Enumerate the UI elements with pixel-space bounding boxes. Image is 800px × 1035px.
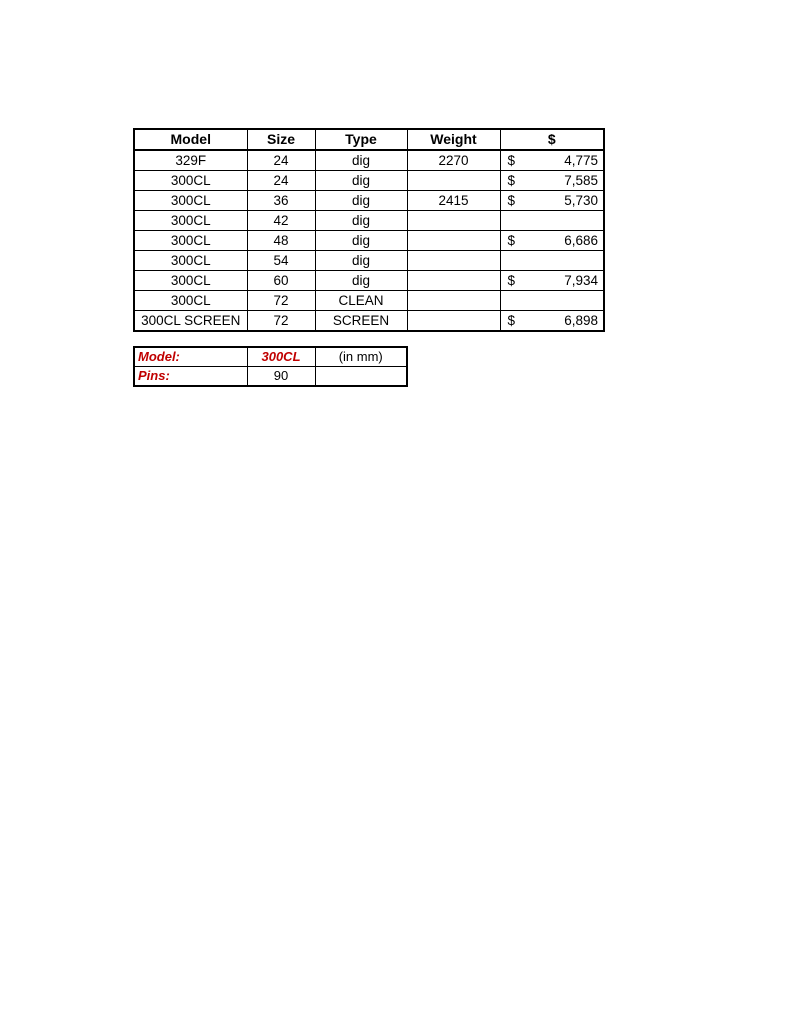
header-weight: Weight	[407, 129, 500, 150]
model-cell: 300CL	[134, 171, 247, 191]
type-cell: SCREEN	[315, 311, 407, 332]
size-cell: 24	[247, 171, 315, 191]
price-cell	[500, 311, 604, 332]
header-model: Model	[134, 129, 247, 150]
type-cell: dig	[315, 171, 407, 191]
pins-row	[134, 367, 407, 387]
price-amount: 7,585	[564, 173, 598, 188]
empty-cell	[315, 367, 407, 387]
model-value: 300CL	[247, 347, 315, 367]
currency-symbol: $	[507, 193, 516, 208]
type-cell: dig	[315, 251, 407, 271]
weight-cell	[407, 171, 500, 191]
header-type: Type	[315, 129, 407, 150]
model-row	[134, 347, 407, 367]
size-cell: 54	[247, 251, 315, 271]
model-cell: 300CL	[134, 271, 247, 291]
header-price: $	[500, 129, 604, 150]
table-row	[134, 251, 604, 271]
pins-label: Pins:	[134, 367, 247, 387]
weight-cell: 2270	[407, 150, 500, 171]
price-cell	[500, 191, 604, 211]
weight-cell	[407, 211, 500, 231]
model-cell: 300CL	[134, 191, 247, 211]
size-cell: 36	[247, 191, 315, 211]
model-cell: 300CL	[134, 211, 247, 231]
type-cell: dig	[315, 191, 407, 211]
size-cell: 24	[247, 150, 315, 171]
model-cell: 329F	[134, 150, 247, 171]
table-row	[134, 191, 604, 211]
price-table	[133, 128, 605, 332]
price-amount: 6,686	[564, 233, 598, 248]
price-amount: 6,898	[564, 313, 598, 328]
currency-symbol: $	[507, 233, 516, 248]
currency-symbol: $	[507, 313, 516, 328]
table-row	[134, 311, 604, 332]
table-row	[134, 271, 604, 291]
type-cell: dig	[315, 211, 407, 231]
price-cell	[500, 211, 604, 231]
model-cell: 300CL	[134, 291, 247, 311]
weight-cell	[407, 251, 500, 271]
header-row	[134, 129, 604, 150]
price-amount: 7,934	[564, 273, 598, 288]
type-cell: dig	[315, 271, 407, 291]
size-cell: 48	[247, 231, 315, 251]
table-row	[134, 291, 604, 311]
size-cell: 42	[247, 211, 315, 231]
weight-cell	[407, 231, 500, 251]
price-cell	[500, 251, 604, 271]
price-cell	[500, 271, 604, 291]
model-cell: 300CL	[134, 251, 247, 271]
header-size: Size	[247, 129, 315, 150]
price-cell	[500, 171, 604, 191]
table-row	[134, 231, 604, 251]
model-label: Model:	[134, 347, 247, 367]
size-cell: 72	[247, 311, 315, 332]
weight-cell	[407, 271, 500, 291]
type-cell: dig	[315, 150, 407, 171]
model-cell: 300CL	[134, 231, 247, 251]
price-cell	[500, 291, 604, 311]
table-row	[134, 171, 604, 191]
currency-symbol: $	[507, 173, 516, 188]
price-amount: 5,730	[564, 193, 598, 208]
model-info-table	[133, 346, 408, 387]
size-cell: 60	[247, 271, 315, 291]
price-cell	[500, 150, 604, 171]
table-row	[134, 150, 604, 171]
weight-cell: 2415	[407, 191, 500, 211]
pins-value: 90	[247, 367, 315, 387]
table-row	[134, 211, 604, 231]
weight-cell	[407, 291, 500, 311]
unit-note: (in mm)	[315, 347, 407, 367]
price-cell	[500, 231, 604, 251]
size-cell: 72	[247, 291, 315, 311]
model-cell: 300CL SCREEN	[134, 311, 247, 332]
weight-cell	[407, 311, 500, 332]
currency-symbol: $	[507, 273, 516, 288]
type-cell: CLEAN	[315, 291, 407, 311]
price-amount: 4,775	[564, 153, 598, 168]
type-cell: dig	[315, 231, 407, 251]
currency-symbol: $	[507, 153, 516, 168]
